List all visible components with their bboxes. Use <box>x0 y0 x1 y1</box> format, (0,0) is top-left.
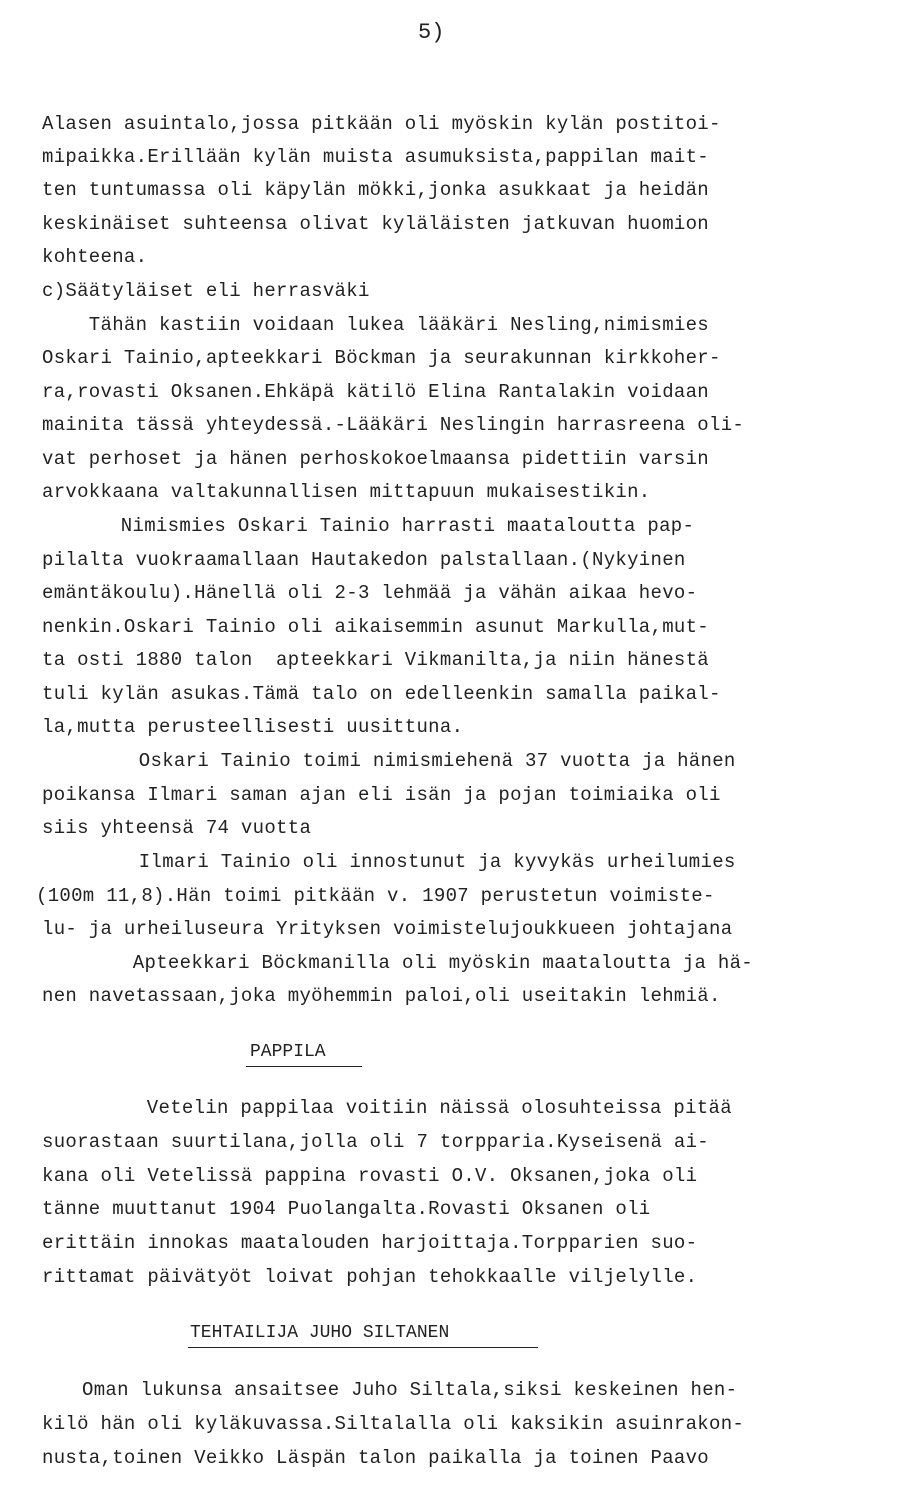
text-line: ta osti 1880 talon apteekkari Vikmanilta,ja niin hänestä <box>42 649 710 671</box>
heading-pappila: PAPPILA <box>250 1042 326 1062</box>
heading-underline <box>188 1347 538 1348</box>
text-line: (100m 11,8).Hän toimi pitkään v. 1907 perustetun voimiste- <box>36 885 715 907</box>
text-line: nen navetassaan,joka myöhemmin paloi,oli useitakin lehmiä. <box>42 985 721 1007</box>
text-line: Apteekkari Böckmanilla oli myöskin maataloutta ja hä- <box>86 952 754 974</box>
page-number: 5) <box>418 20 445 45</box>
text-line: tänne muuttanut 1904 Puolangalta.Rovasti Oksanen oli <box>42 1198 651 1220</box>
text-line: Oskari Tainio toimi nimismiehenä 37 vuotta ja hänen <box>92 750 736 772</box>
text-line: lu- ja urheiluseura Yrityksen voimistelujoukkueen johtajana <box>42 918 733 940</box>
text-line: Ilmari Tainio oli innostunut ja kyvykäs urheilumies <box>92 851 736 873</box>
text-line: la,mutta perusteellisesti uusittuna. <box>42 716 464 738</box>
heading-tehtailija: TEHTAILIJA JUHO SILTANEN <box>190 1323 450 1343</box>
text-line: tuli kylän asukas.Tämä talo on edelleenkin samalla paikal- <box>42 683 721 705</box>
text-line: Tähän kastiin voidaan lukea lääkäri Nesling,nimismies <box>42 314 710 336</box>
text-line: ten tuntumassa oli käpylän mökki,jonka asukkaat ja heidän <box>42 179 710 201</box>
text-line: emäntäkoulu).Hänellä oli 2-3 lehmää ja vähän aikaa hevo- <box>42 582 698 604</box>
text-line: kohteena. <box>42 246 148 268</box>
text-line: arvokkaana valtakunnallisen mittapuun mukaisestikin. <box>42 481 651 503</box>
text-line: siis yhteensä 74 vuotta <box>42 817 312 839</box>
text-line: Vetelin pappilaa voitiin näissä olosuhteissa pitää <box>100 1097 732 1119</box>
text-line: Nimismies Oskari Tainio harrasti maataloutta pap- <box>74 515 695 537</box>
text-line: suorastaan suurtilana,jolla oli 7 torpparia.Kyseisenä ai- <box>42 1131 710 1153</box>
text-line: kilö hän oli kyläkuvassa.Siltalalla oli kaksikin asuinrakon- <box>42 1413 745 1435</box>
text-line: keskinäiset suhteensa olivat kyläläisten jatkuvan huomion <box>42 213 710 235</box>
text-line: Oskari Tainio,apteekkari Böckman ja seurakunnan kirkkoher- <box>42 347 721 369</box>
text-line: rittamat päivätyöt loivat pohjan tehokkaalle viljelylle. <box>42 1266 698 1288</box>
text-line: kana oli Vetelissä pappina rovasti O.V. Oksanen,joka oli <box>42 1165 698 1187</box>
text-line: nenkin.Oskari Tainio oli aikaisemmin asunut Markulla,mut- <box>42 616 710 638</box>
text-line: mipaikka.Erillään kylän muista asumuksista,pappilan mait- <box>42 146 710 168</box>
text-line: poikansa Ilmari saman ajan eli isän ja pojan toimiaika oli <box>42 784 721 806</box>
text-line: vat perhoset ja hänen perhoskokoelmaansa pidettiin varsin <box>42 448 710 470</box>
text-line: nusta,toinen Veikko Läspän talon paikalla ja toinen Paavo <box>42 1447 710 1469</box>
text-line: ra,rovasti Oksanen.Ehkäpä kätilö Elina Rantalakin voidaan <box>42 381 710 403</box>
text-line: Alasen asuintalo,jossa pitkään oli myöskin kylän postitoi- <box>42 113 721 135</box>
heading-underline <box>246 1066 362 1067</box>
text-line: pilalta vuokraamallaan Hautakedon palstallaan.(Nykyinen <box>42 549 686 571</box>
text-line: mainita tässä yhteydessä.-Lääkäri Neslingin harrasreena oli- <box>42 414 745 436</box>
text-line: Oman lukunsa ansaitsee Juho Siltala,siksi keskeinen hen- <box>82 1379 738 1401</box>
text-line: erittäin innokas maatalouden harjoittaja.Torpparien suo- <box>42 1232 698 1254</box>
section-subheading: c)Säätyläiset eli herrasväki <box>42 280 370 302</box>
